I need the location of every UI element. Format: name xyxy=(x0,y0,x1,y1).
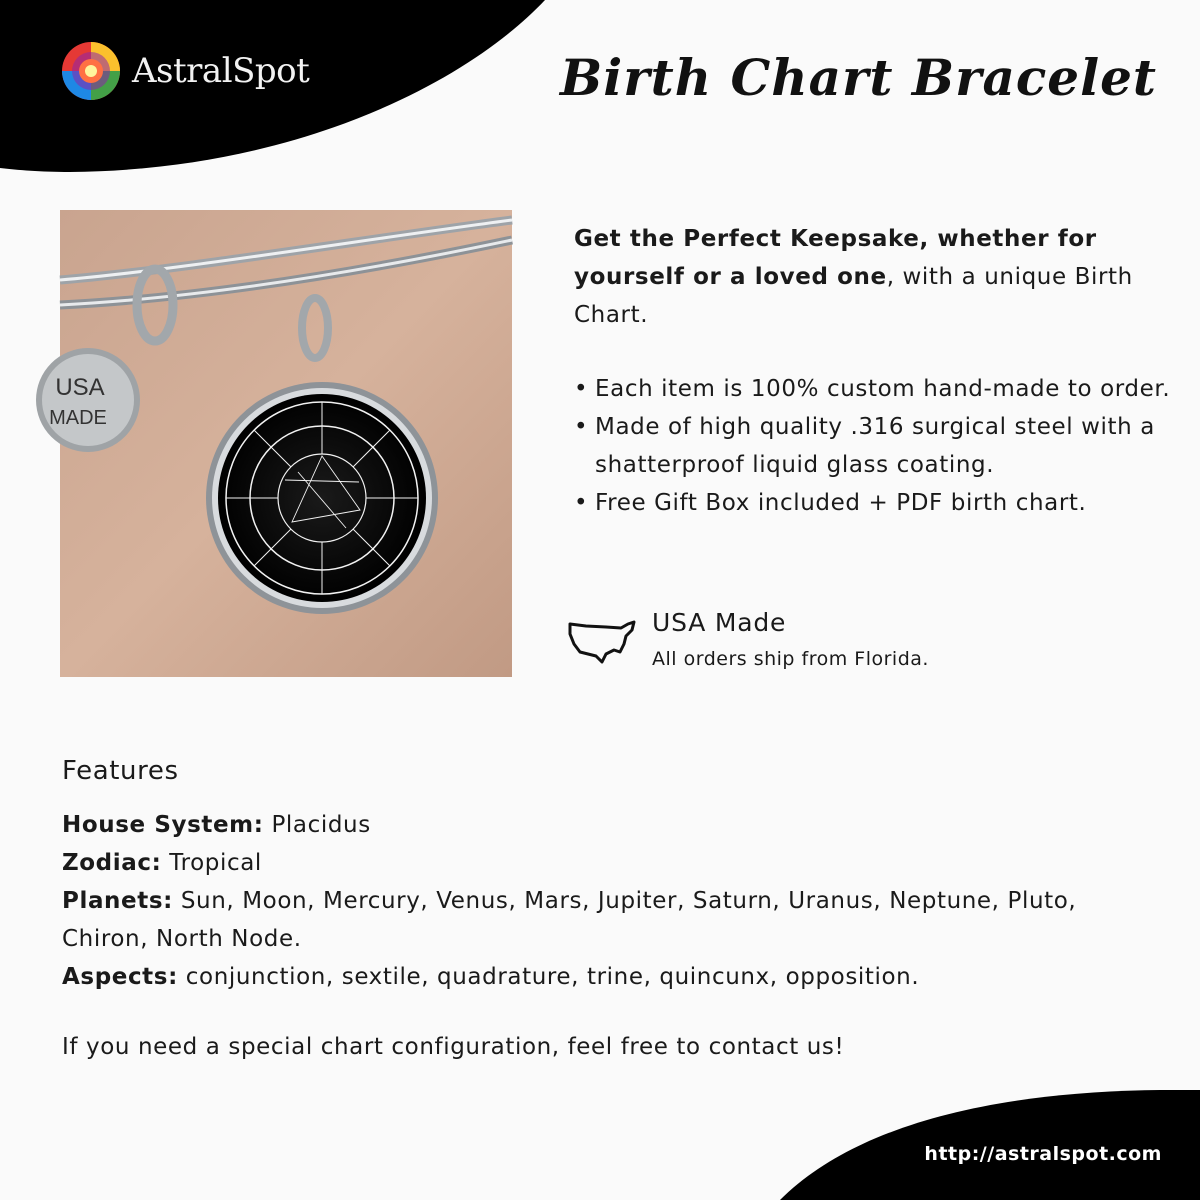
feature-bullets xyxy=(574,370,1174,522)
planets-value: Sun, Moon, Mercury, Venus, Mars, Jupiter, Saturn, Uranus, Neptune, Pluto, Chiron, North Node. xyxy=(62,888,1077,952)
house-system-line xyxy=(62,806,1122,844)
page-title: Birth Chart Bracelet xyxy=(560,48,1158,107)
brand-name: AstralSpot xyxy=(132,51,310,91)
aspects-line xyxy=(62,958,1122,996)
brand-logo[interactable] xyxy=(60,40,309,102)
aspects-value: conjunction, sextile, quadrature, trine, quincunx, opposition. xyxy=(177,964,920,990)
contact-text: If you need a special chart configuration, feel free to contact us! xyxy=(62,1034,845,1060)
tag-usa-text: USA xyxy=(55,374,105,401)
bullet-item: • Made of high quality .316 surgical steel with a shatterproof liquid glass coating. xyxy=(574,408,1174,484)
features-heading: Features xyxy=(62,756,179,786)
usa-made-title: USA Made xyxy=(652,608,787,637)
intro-rest-text: , with a unique Birth Chart. xyxy=(574,264,1133,328)
house-system-label: House System: xyxy=(62,812,264,838)
bullet-item: • Free Gift Box included + PDF birth chart. xyxy=(574,484,1174,522)
website-link[interactable]: http://astralspot.com xyxy=(924,1143,1162,1165)
aspects-label: Aspects: xyxy=(62,964,178,990)
zodiac-value: Tropical xyxy=(161,850,262,876)
features-list xyxy=(62,806,1122,996)
astralspot-logo-icon xyxy=(60,40,122,102)
intro-bold-text: Get the Perfect Keepsake, whether for yourself or a loved one xyxy=(574,226,1097,290)
intro-text xyxy=(574,220,1154,334)
zodiac-label: Zodiac: xyxy=(62,850,162,876)
usa-made-subtitle: All orders ship from Florida. xyxy=(652,648,929,670)
usa-map-icon xyxy=(566,616,636,666)
planets-line xyxy=(62,882,1122,958)
tag-made-text: MADE xyxy=(49,407,107,429)
bracelet-product-photo xyxy=(49,210,512,677)
planets-label: Planets: xyxy=(62,888,173,914)
house-system-value: Placidus xyxy=(263,812,371,838)
zodiac-line xyxy=(62,844,1122,882)
bullet-item: • Each item is 100% custom hand-made to order. xyxy=(574,370,1174,408)
